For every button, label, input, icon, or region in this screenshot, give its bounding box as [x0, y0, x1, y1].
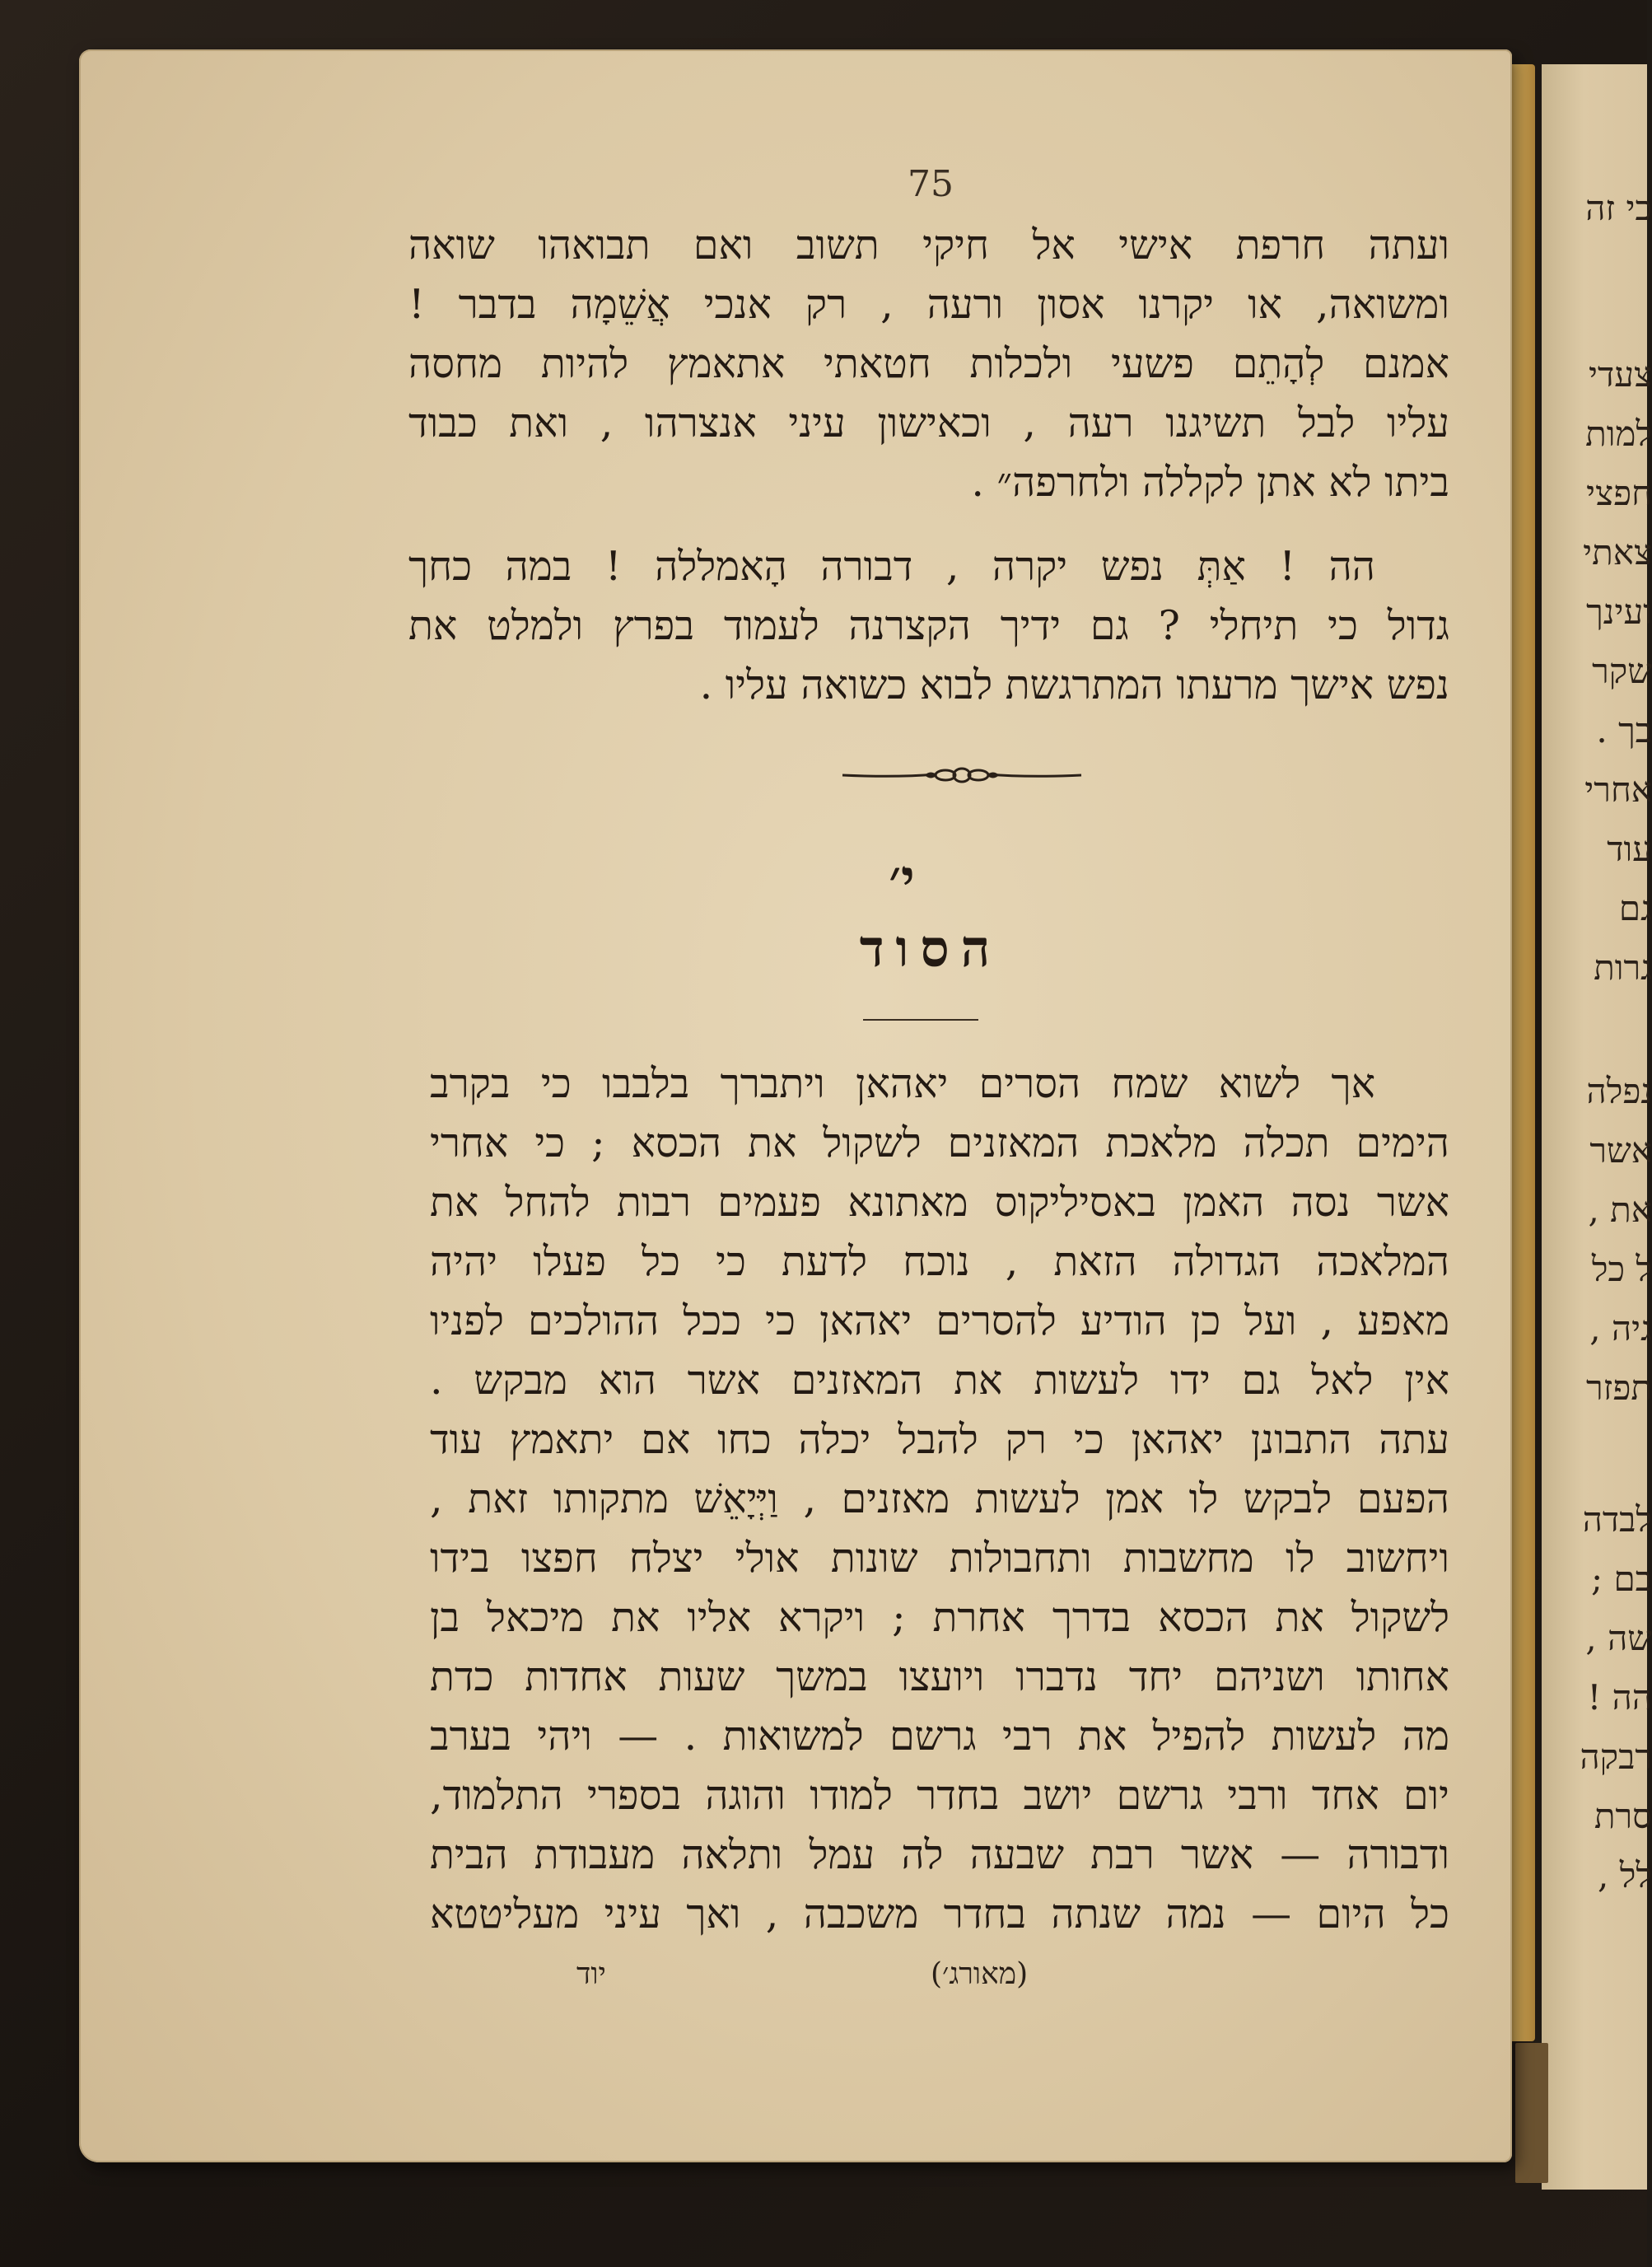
facing-fragment: שה ,: [1585, 1618, 1652, 1658]
facing-fragment: חפצי: [1586, 473, 1652, 513]
chapter-number: י׳: [889, 848, 915, 910]
title-rule: [863, 1019, 978, 1021]
text-line: אין לאל גם ידו לעשות את המאזנים אשר הוא מבקש .: [430, 1357, 1449, 1404]
text-line: ומשואה, או יקרנו אסון ורעה , רק אנכי אֲשֵׁמָה בדבר !: [408, 281, 1449, 328]
facing-fragment: הה !: [1587, 1677, 1652, 1718]
text-line: גדול כי תיחלי ? גם ידיך הקצרנה לעמוד בפרץ ולמלט את: [408, 602, 1449, 649]
text-line: מאפע , ועל כן הודיע להסרים יאהאן כי ככל ההולכים לפניו: [430, 1297, 1449, 1344]
facing-fragment: כי זה: [1585, 188, 1652, 228]
facing-fragment: אשר: [1589, 1130, 1652, 1171]
second-paragraph: [408, 537, 1449, 715]
facing-fragment: נפלה: [1586, 1071, 1652, 1111]
footer-signature-center: (מאורג׳): [931, 1957, 1029, 1991]
text-line: נפש אישך מרעתו המתרגשת לבוא כשואה עליו .: [699, 661, 1449, 708]
chapter-body: [430, 1054, 1449, 1944]
text-line: ודבורה — אשר רבת שבעה לה עמל ותלאה מעבודת הבית: [430, 1831, 1449, 1878]
page-number: 75: [908, 163, 954, 205]
facing-fragment: סרת: [1594, 1796, 1652, 1836]
text-line: עליו לבל תשיגנו רעה , וכאישון עיני אנצרהו , ואת כבוד: [408, 400, 1449, 446]
facing-fragment: ועינך: [1586, 591, 1652, 632]
ornament-divider: [838, 763, 1085, 788]
facing-fragment: ל כל: [1591, 1249, 1652, 1289]
text-line: המלאכה הגדולה הזאת , נוכח לדעת כי כל פעלו יהיה: [430, 1238, 1449, 1285]
text-line: הימים תכלה מלאכת המאזנים לשקול את הכסא ; כי אחרי: [430, 1119, 1449, 1166]
facing-fragment: גיה ,: [1589, 1308, 1652, 1349]
text-line: ויחשוב לו מחשבות ותחבולות שונות אולי יצלח חפצו בידו: [430, 1535, 1449, 1582]
facing-fragment: גם: [1618, 888, 1652, 928]
text-line: אחותו ושניהם יחד נדברו ויועצו במשך שעות אחדות כדת: [430, 1653, 1449, 1700]
facing-fragment: לל ,: [1598, 1855, 1652, 1895]
text-line: אך לשוא שמח הסרים יאהאן ויתברך בלבבו כי בקרב: [430, 1060, 1375, 1107]
footer-signature-right: יוד: [576, 1957, 606, 1991]
facing-fragment: שקר: [1592, 651, 1652, 691]
text-line: יום אחד ורבי גרשם יושב בחדר למודו והוגה בספרי התלמוד,: [430, 1772, 1449, 1819]
text-line: לשקול את הכסא בדרך אחרת ; ויקרא אליו את מיכאל בן: [430, 1594, 1449, 1641]
text-line: אמנם לְהָתֵם פשעי ולכלות חטאתי אתאמץ להיות מחסה: [408, 340, 1449, 387]
text-line: הפעם לבקש לו אמן לעשות מאזנים , וַיְּיָאֵשׁ מתקותו זאת ,: [430, 1475, 1449, 1522]
opening-paragraph: [408, 216, 1449, 512]
facing-fragment: רבקה: [1580, 1736, 1652, 1777]
facing-fragment: למות: [1585, 414, 1652, 454]
text-line: כל היום — נמה שנתה בחדר משכבה , ואך עיני מעליטטא: [430, 1891, 1449, 1937]
facing-fragment: בך .: [1596, 710, 1652, 750]
text-line: מה לעשות להפיל את רבי גרשם למשואות . — ויהי בערב: [430, 1713, 1449, 1760]
text-line: הה ! אַתְּ נפש יקרה , דבורה הָאמללה ! במה כחך: [408, 543, 1375, 590]
facing-fragment: גרות: [1594, 947, 1652, 988]
facing-fragment: לבדה: [1582, 1499, 1652, 1540]
text-line: ביתו לא אתן לקללה ולחרפה״ .: [971, 459, 1449, 506]
facing-fragment: את ,: [1588, 1190, 1652, 1230]
facing-fragment: צאתי: [1583, 532, 1652, 573]
facing-fragment: עוד: [1607, 829, 1652, 869]
facing-fragment: אחרי: [1584, 769, 1652, 810]
facing-fragment: צעדי: [1589, 354, 1652, 395]
text-line: ועתה חרפת אישי אל חיקי תשוב ואם תבואהו שואה: [408, 222, 1449, 269]
chapter-title: הסוד: [859, 918, 1002, 979]
text-line: אשר נסה האמן באסיליקוס מאתונא פעמים רבות להחל את: [430, 1179, 1449, 1226]
book-spine-edge: [1515, 2043, 1548, 2183]
facing-fragment: תפזר: [1586, 1367, 1652, 1408]
facing-fragment: בם ;: [1591, 1559, 1652, 1599]
text-line: עתה התבונן יאהאן כי רק להבל יכלה כחו אם יתאמץ עוד: [430, 1416, 1449, 1463]
facing-page-edge: [1542, 64, 1652, 2190]
